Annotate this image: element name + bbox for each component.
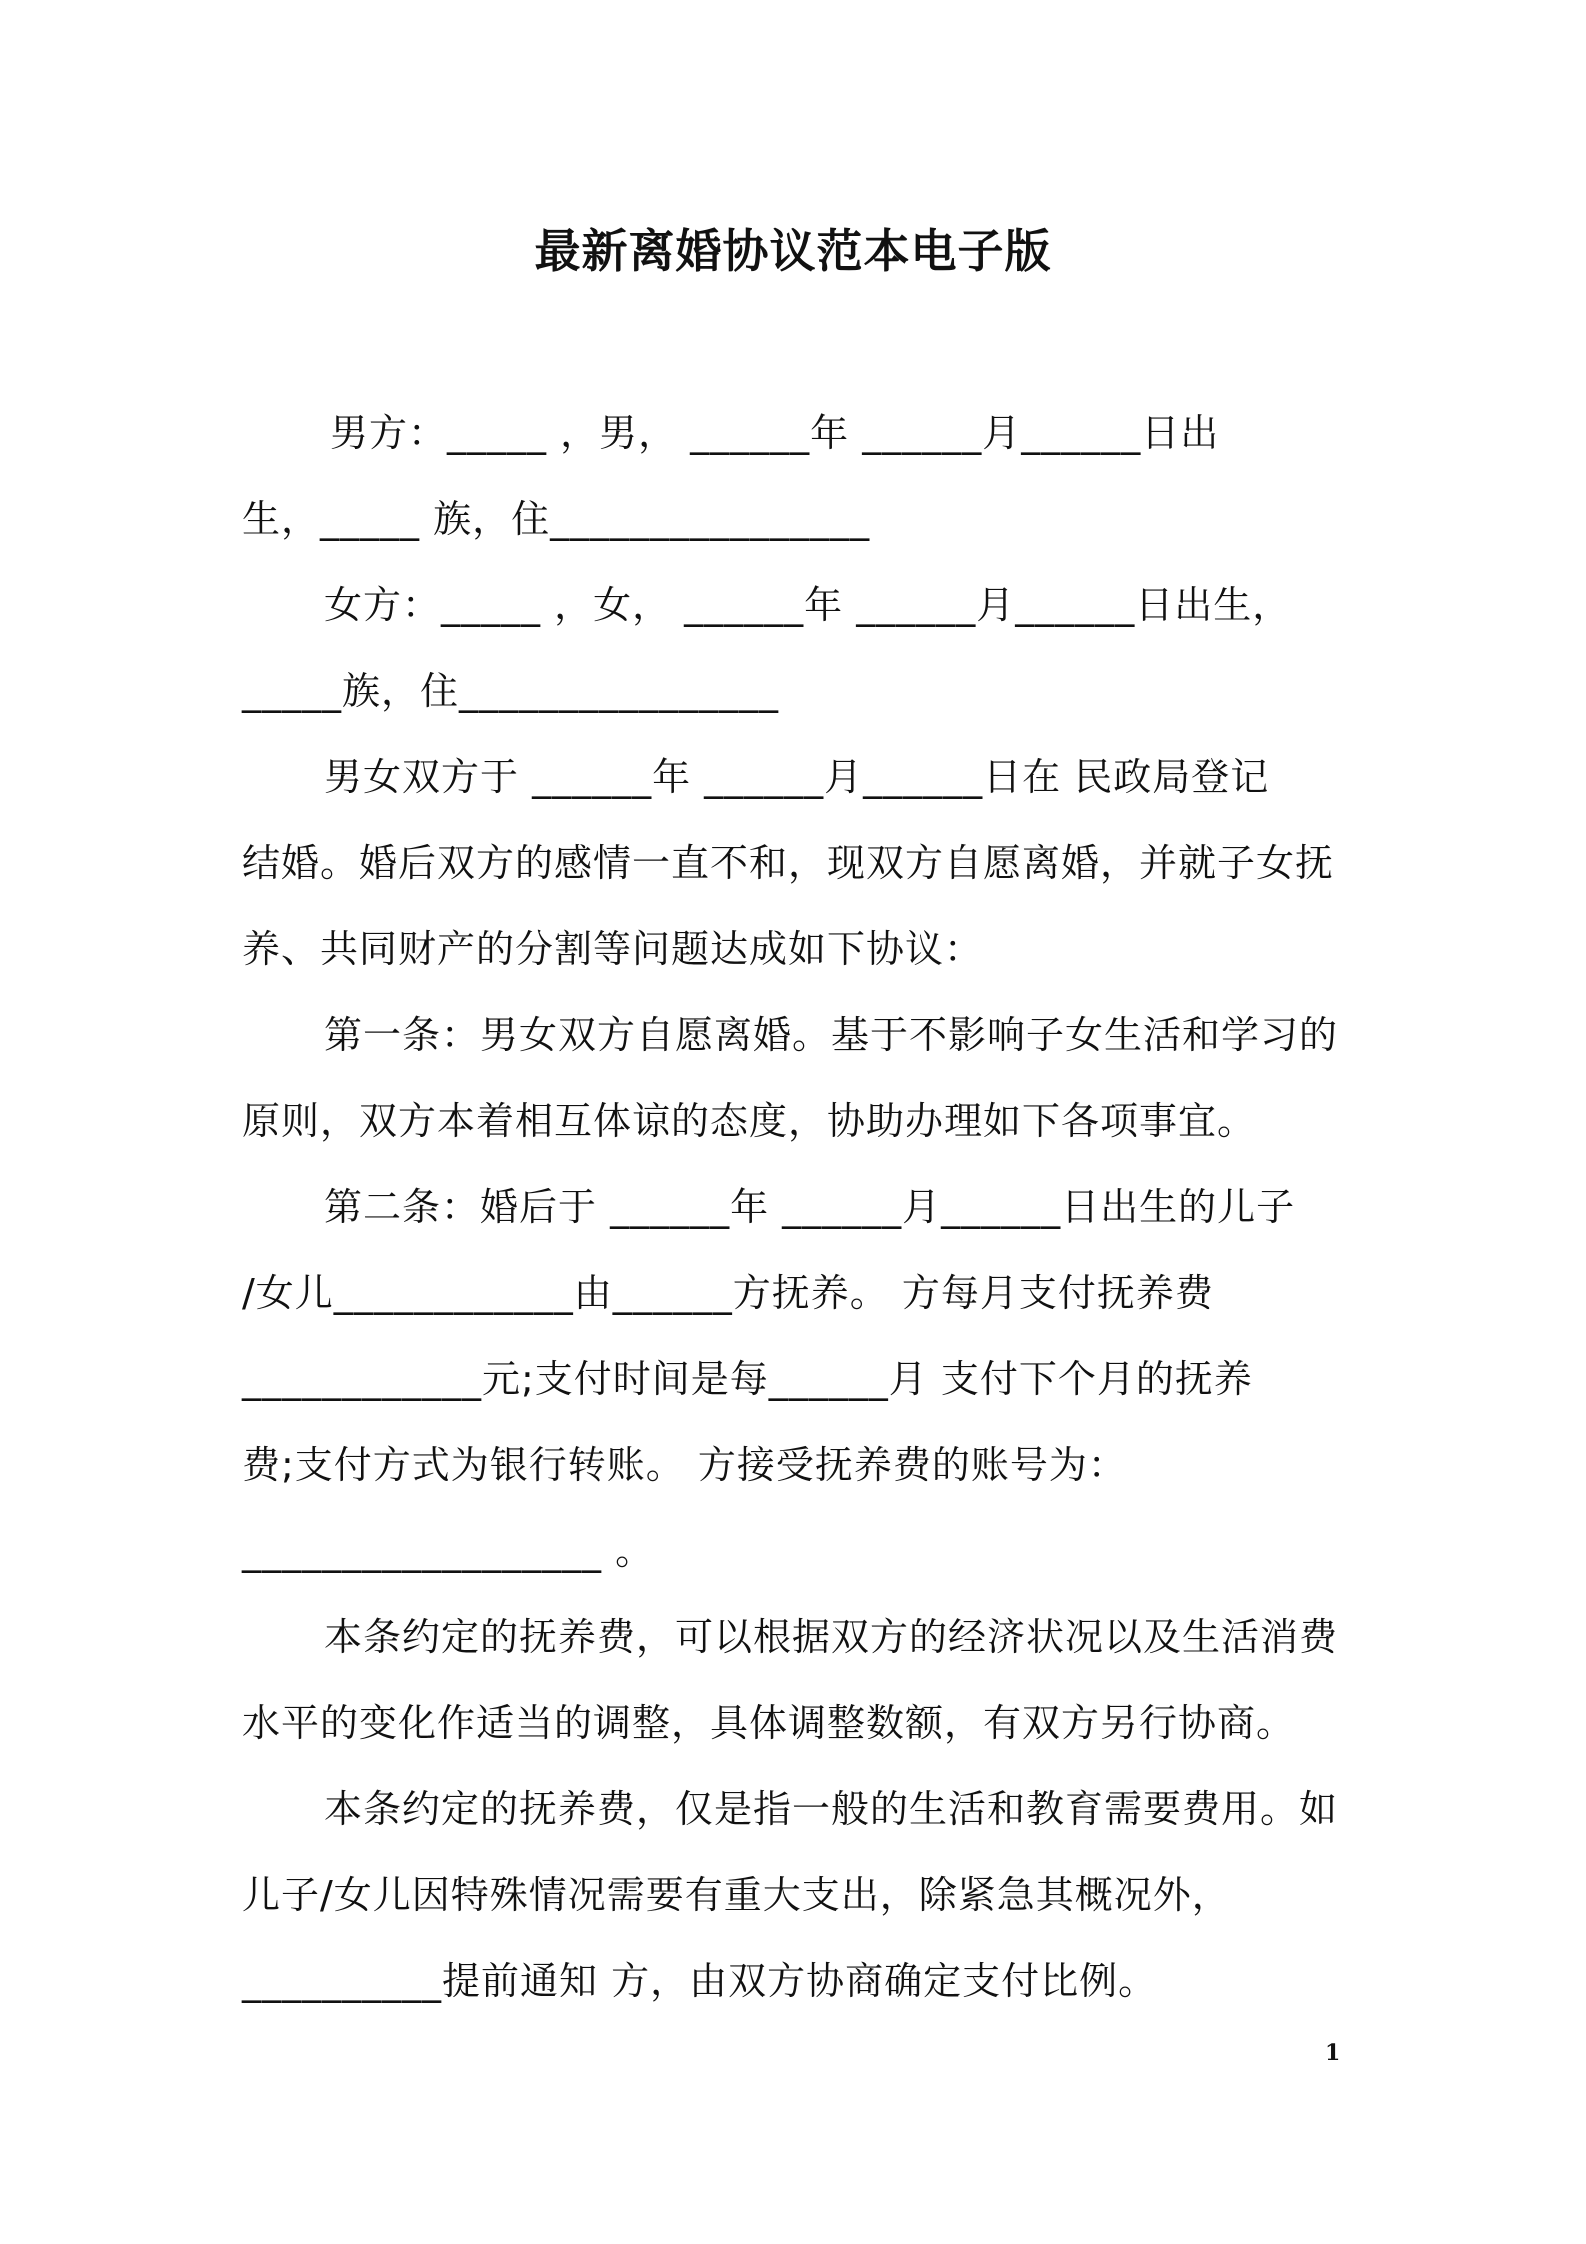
marriage-registration-line-3: 养、共同财产的分割等问题达成如下协议： <box>242 927 984 971</box>
marriage-registration-line-2: 结婚。婚后双方的感情一直不和，现双方自愿离婚，并就子女抚 <box>242 841 1335 885</box>
female-party-line-2: _____族，住________________ <box>242 669 780 713</box>
adjustment-paragraph-line-1: 本条约定的抚养费，可以根据双方的经济状况以及生活消费 <box>324 1615 1339 1659</box>
article-two-line-1: 第二条：婚后于 ______年 ______月______日出生的儿子 <box>324 1185 1296 1229</box>
article-one-line-2: 原则，双方本着相互体谅的态度，协助办理如下各项事宜。 <box>242 1099 1257 1143</box>
male-party-line-1: 男方：_____ ，男， ______年 ______月______日出 <box>330 411 1220 455</box>
page-number: 1 <box>1325 2040 1341 2066</box>
document-title: 最新离婚协议范本电子版 <box>534 224 1052 278</box>
article-two-line-2: /女儿____________由______方抚养。 方每月支付抚养费 <box>242 1271 1214 1315</box>
special-expense-paragraph-line-3: __________提前通知 方，由双方协商确定支付比例。 <box>242 1959 1158 2003</box>
article-two-line-4: 费;支付方式为银行转账。 方接受抚养费的账号为： <box>242 1443 1127 1487</box>
female-party-line-1: 女方：_____ ，女， ______年 ______月______日出生， <box>324 583 1292 627</box>
article-two-line-3: ____________元;支付时间是每______月 支付下个月的抚养 <box>242 1357 1253 1401</box>
marriage-registration-line-1: 男女双方于 ______年 ______月______日在 民政局登记 <box>324 755 1270 799</box>
male-party-line-2: 生，_____ 族，住________________ <box>242 497 871 541</box>
article-two-line-5: __________________ 。 <box>242 1529 655 1573</box>
article-one-line-1: 第一条：男女双方自愿离婚。基于不影响子女生活和学习的 <box>324 1013 1339 1057</box>
adjustment-paragraph-line-2: 水平的变化作适当的调整，具体调整数额，有双方另行协商。 <box>242 1701 1296 1745</box>
special-expense-paragraph-line-1: 本条约定的抚养费，仅是指一般的生活和教育需要费用。如 <box>324 1787 1339 1831</box>
special-expense-paragraph-line-2: 儿子/女儿因特殊情况需要有重大支出，除紧急其概况外， <box>242 1873 1231 1917</box>
